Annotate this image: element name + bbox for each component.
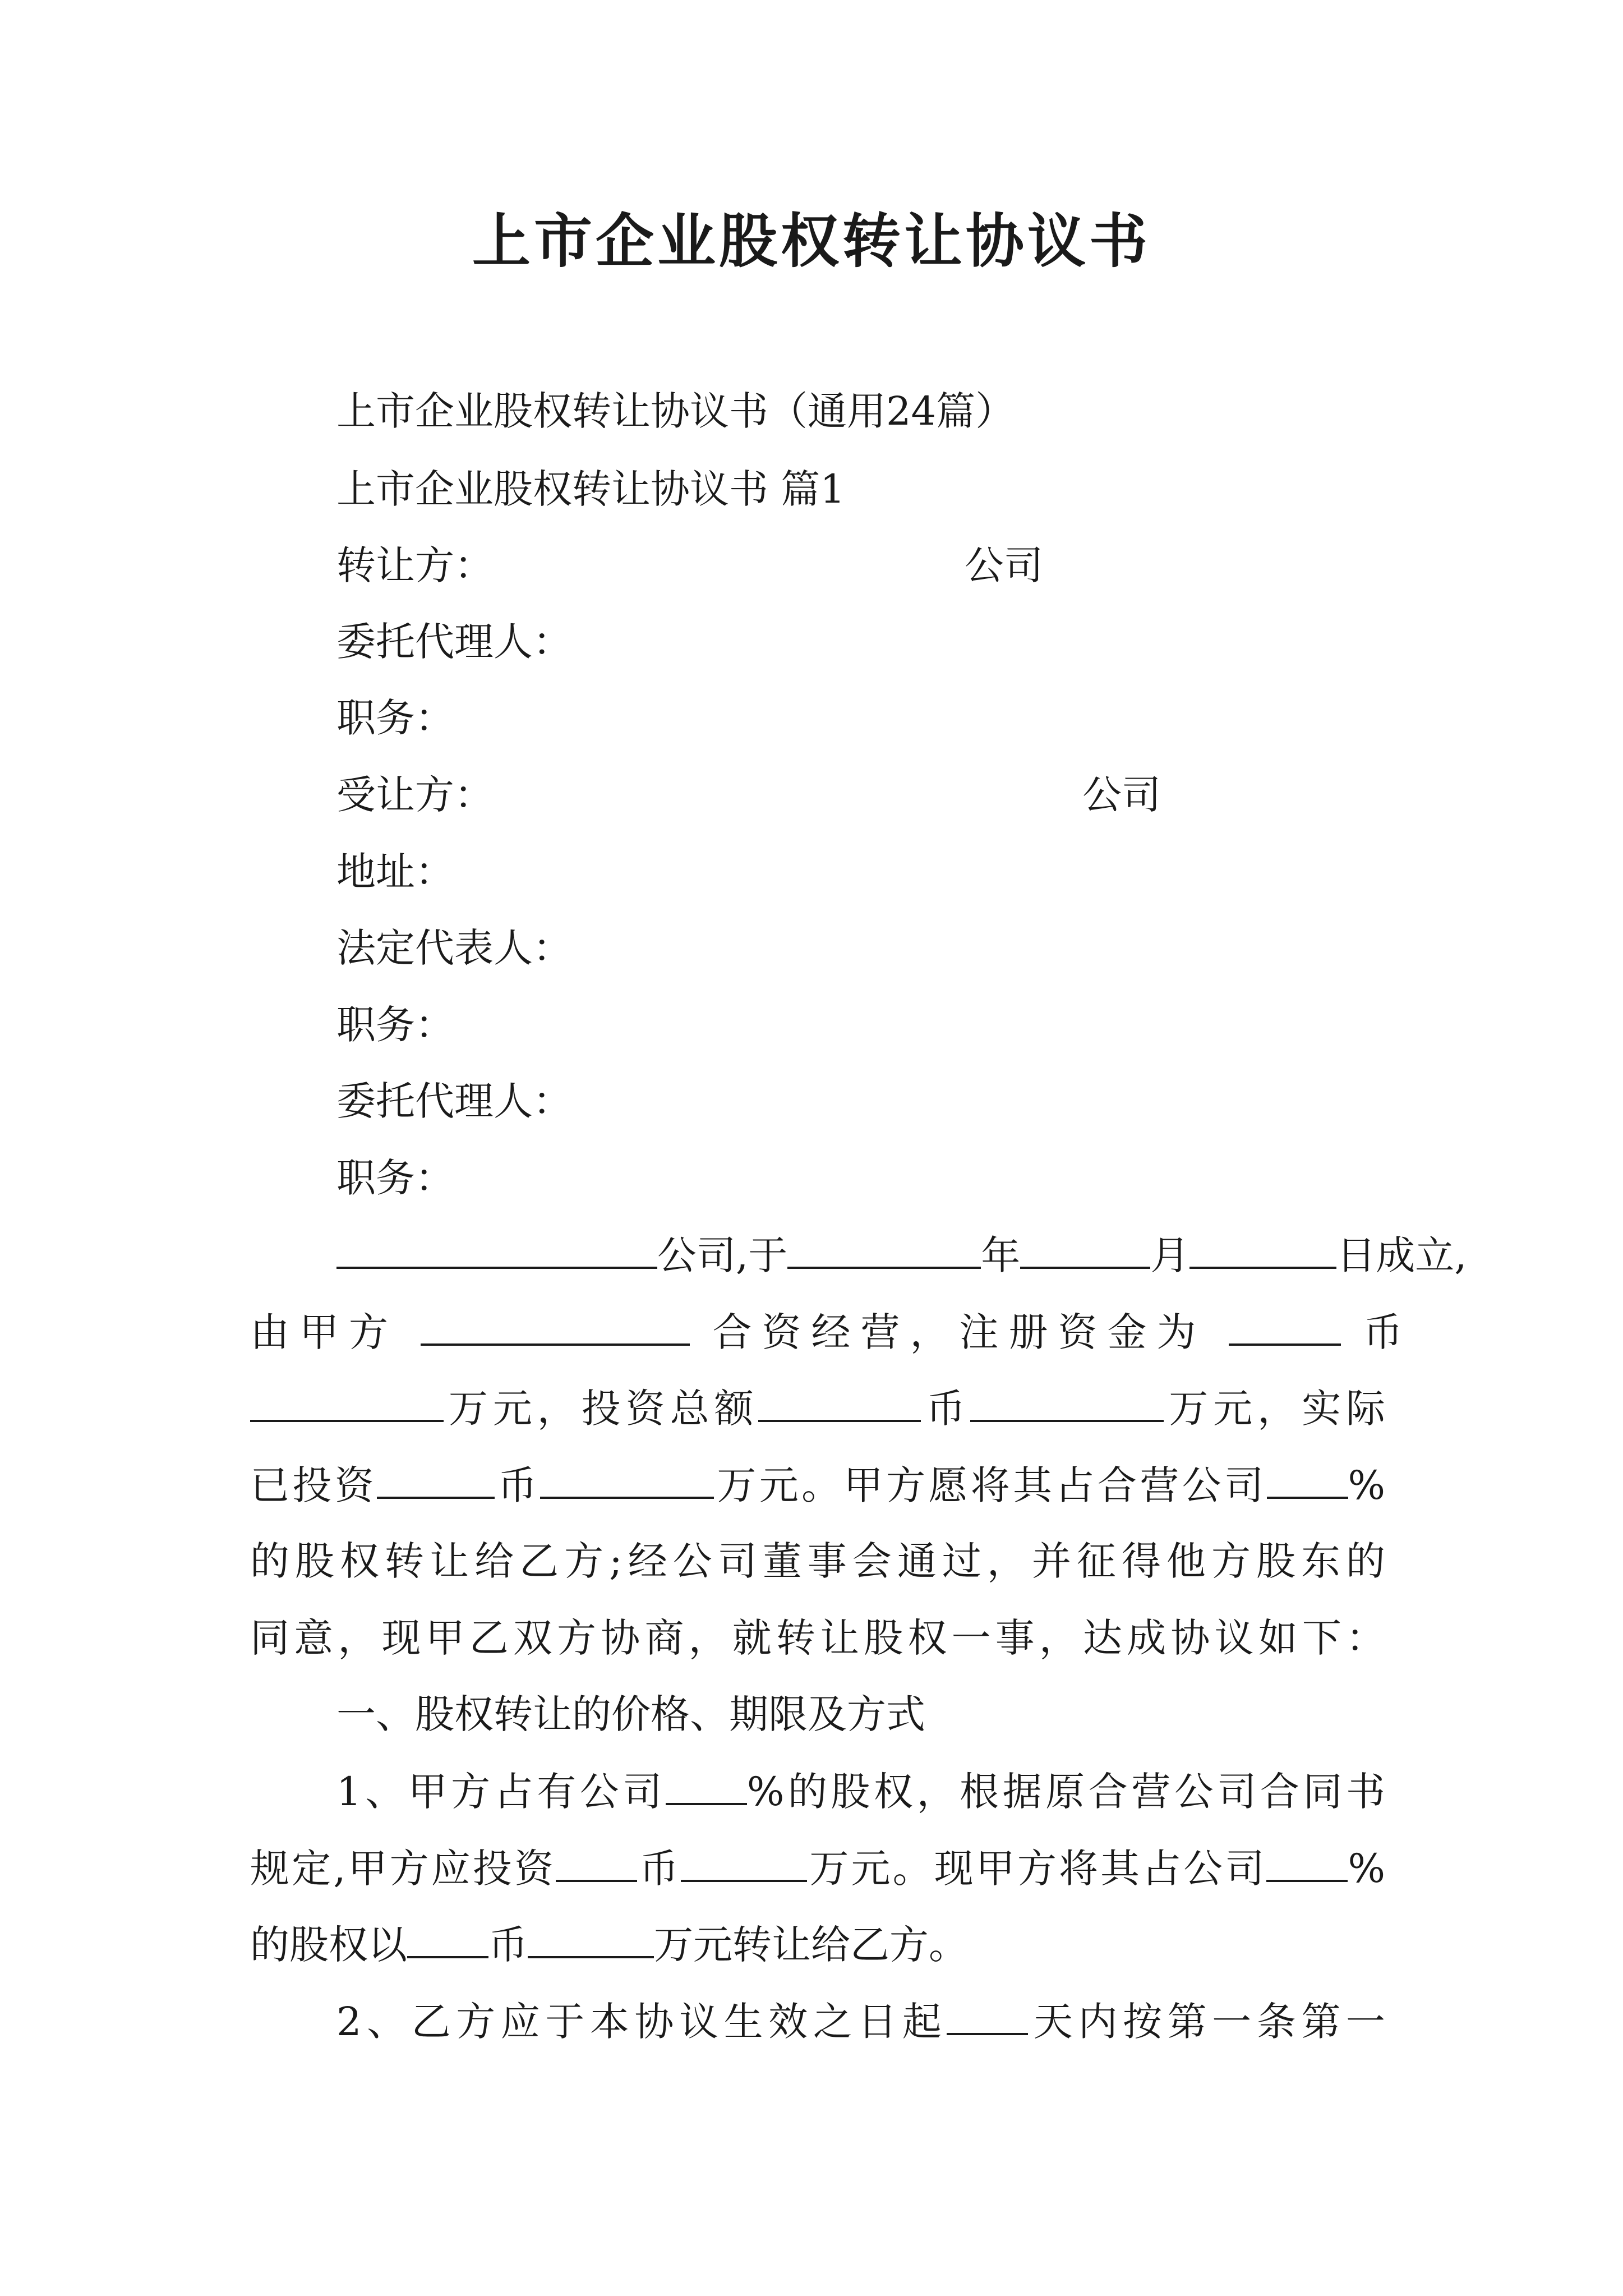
blank [787,1230,981,1269]
preamble-text: 合资经营，注册资金为 [712,1309,1206,1355]
transferee-line [336,770,1161,820]
blank [250,1383,444,1422]
blank [556,1843,637,1882]
preamble-text: 万元，实际 [1164,1386,1386,1432]
blank [758,1383,921,1422]
transferee-suffix: 公司 [1082,772,1161,818]
clause-text: %的股权，根据原合营公司合同书 [746,1769,1386,1815]
clause-text: 2、乙方应于本协议生效之日起 [336,1999,947,2045]
preamble-text: 年 [981,1232,1021,1278]
preamble-line-3 [250,1383,1385,1434]
blank [528,1919,654,1958]
blank [1267,1460,1348,1499]
preamble-text: 万元。甲方愿将其占合营公司 [713,1462,1267,1508]
clause-heading: 一、股权转让的价格、期限及方式 [336,1691,925,1737]
preamble-text: 月 [1150,1232,1190,1278]
clause1-line-1 [336,1766,1385,1817]
preamble-line-6: 同意，现甲乙双方协商，就转让股权一事，达成协议如下： [250,1615,1385,1661]
agent-label: 委托代理人： [336,619,572,665]
preamble-text: 币 [495,1462,540,1508]
preamble-text: 已投资 [250,1462,377,1508]
agent-label-2: 委托代理人： [336,1078,572,1124]
position-label-3: 职务： [336,1155,454,1201]
clause1-line-2 [250,1843,1385,1894]
blank [1189,1230,1336,1269]
preamble-line-4 [250,1460,1385,1511]
clause-text: 天内按第一条第一 [1028,1999,1385,2045]
preamble-text: 万元，投资总额 [444,1386,759,1432]
preamble-line-2 [250,1306,1413,1358]
blank [421,1306,690,1346]
transferor-suffix: 公司 [965,542,1043,588]
clause-text: 万元。现甲方将其占公司 [807,1846,1267,1892]
preamble-text: 公司,于 [657,1232,788,1278]
blank [666,1766,747,1805]
blank [540,1460,714,1499]
blank [970,1383,1164,1422]
blank [377,1460,495,1499]
preamble-text: % [1348,1462,1386,1508]
blank [947,1996,1028,2035]
blank [336,1230,657,1269]
clause-text: % [1348,1846,1385,1892]
clause-text: 规定,甲方应投资 [250,1846,556,1892]
document-title: 上市企业股权转让协议书 [472,207,1151,275]
preamble-line-1 [336,1230,1467,1281]
clause-text: 币 [637,1846,681,1892]
address-label: 地址： [336,849,454,895]
preamble-text: 币 [921,1386,971,1432]
blank [407,1919,488,1958]
preamble-text: 日成立, [1336,1232,1467,1278]
clause2-line-1 [336,1996,1385,2047]
transferor-line [336,540,1043,591]
preamble-text: 由甲方 [250,1309,398,1355]
clause1-line-3 [250,1919,968,1970]
preamble-text: 币 [1363,1309,1413,1355]
position-label: 职务： [336,695,454,741]
preamble-line-5: 的股权转让给乙方;经公司董事会通过，并征得他方股东的 [250,1538,1385,1584]
clause-text: 万元转让给乙方。 [654,1922,968,1968]
section-heading: 上市企业股权转让协议书 篇1 [336,466,845,512]
blank [1266,1843,1348,1882]
blank [681,1843,807,1882]
legal-rep-label: 法定代表人： [336,925,572,971]
clause-text: 的股权以 [250,1922,407,1968]
document-subtitle: 上市企业股权转让协议书（通用24篇） [336,388,1015,434]
blank [1229,1306,1341,1346]
blank [1020,1230,1150,1269]
position-label-2: 职务： [336,1002,454,1048]
transferor-label: 转让方： [336,542,494,588]
clause-text: 币 [488,1922,528,1968]
transferee-label: 受让方： [336,772,494,818]
clause-text: 1、甲方占有公司 [336,1769,666,1815]
